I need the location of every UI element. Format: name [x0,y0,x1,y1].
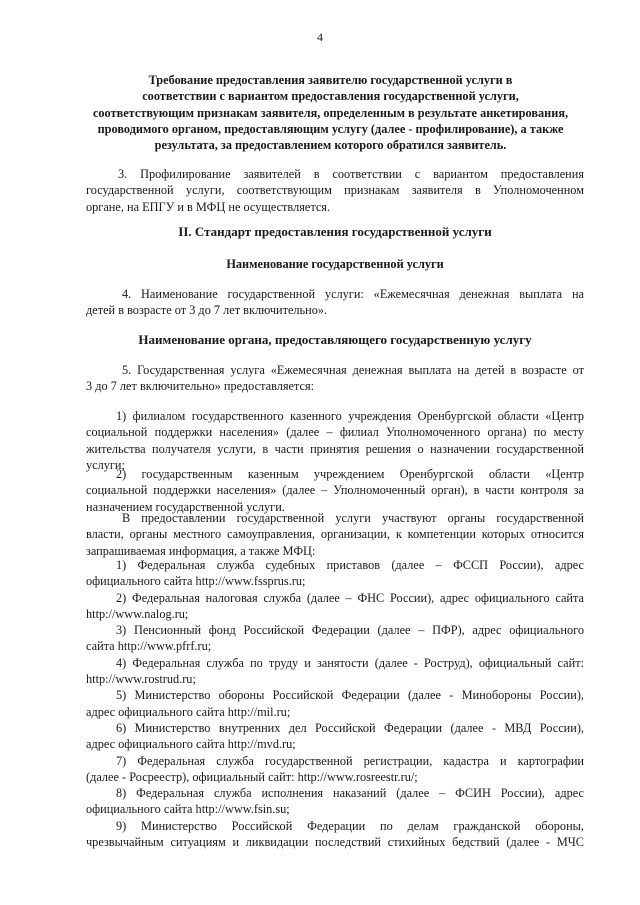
paragraph-line: органе, на ЕПГУ и в МФЦ не осуществляется. [86,199,331,214]
list-item [86,818,584,851]
list-item [86,590,584,623]
list-line: 3) Пенсионный фонд Российской Федерации (далее – ПФР), адрес официального [116,623,584,638]
paragraph-line: государственной услуги, соответствующим признакам заявителя в Уполномоченном [86,183,584,198]
requirement-heading [78,72,583,153]
paragraph-line: детей в возрасте от 3 до 7 лет включительно». [86,303,328,318]
list-line: 8) Федеральная служба исполнения наказаний (далее – ФСИН России), адрес [116,786,584,801]
paragraph-line: услуги; [86,457,125,472]
heading-line: соответствии с вариантом предоставления государственной услуги, [142,89,519,104]
list-line: адрес официального сайта http://mil.ru; [86,704,291,719]
section-heading: II. Стандарт предоставления государственной услуги [178,224,492,239]
list-line: (далее - Росреестр), официальный сайт: http://www.rosreestr.ru/; [86,769,418,784]
participants-list [86,557,584,850]
paragraph-line: запрашиваемая информация, а также МФЦ: [86,543,316,558]
paragraph-line: 3 до 7 лет включительно» предоставляется: [86,379,315,394]
list-line: 2) Федеральная налоговая служба (далее – ФНС России), адрес официального сайта [116,590,584,605]
paragraph-line: 4. Наименование государственной услуги: «Ежемесячная денежная выплата на [122,287,584,301]
list-line: официального сайта http://www.fssprus.ru; [86,574,306,589]
paragraph-line: В предоставлении государственной услуги участвуют органы государственной [122,511,584,525]
paragraph-5 [86,362,584,395]
item-2 [86,466,584,515]
paragraph-line: власти, органы местного самоуправления, организации, к компетенции которых относится [86,527,584,542]
paragraph-4 [86,286,584,319]
paragraph-line: жительства получателя услуги, в части принятия решения о назначении государственной [86,441,584,456]
list-line: чрезвычайным ситуациям и ликвидации последствий стихийных бедствий (далее - МЧС [86,835,584,850]
paragraph-line: социальной поддержки населения» (далее – Уполномоченный орган), в части контроля за [86,483,584,498]
list-line: сайта http://www.pfrf.ru; [86,639,212,654]
paragraph-3 [86,166,584,215]
participants-paragraph [86,510,584,559]
heading-line: проводимого органом, предоставляющим услугу (далее - профилирование), а также [97,121,564,136]
list-item [86,622,584,655]
list-item [86,753,584,786]
list-item [86,687,584,720]
list-line: http://www.rostrud.ru; [86,672,196,687]
list-line: 5) Министерство обороны Российской Федерации (далее - Минобороны России), [116,688,584,703]
paragraph-line: 1) филиалом государственного казенного учреждения Оренбургской области «Центр [116,409,584,423]
paragraph-line: назначением государственной услуги. [86,499,285,514]
list-line: http://www.nalog.ru; [86,606,189,621]
list-line: 4) Федеральная служба по труду и занятости (далее - Роструд), официальный сайт: [116,655,584,670]
heading-line: соответствующим признакам заявителя, определенным в результате анкетирования, [92,105,569,120]
list-line: 6) Министерство внутренних дел Российской Федерации (далее - МВД России), [116,720,584,735]
list-line: официального сайта http://www.fsin.su; [86,802,290,817]
list-item [86,720,584,753]
paragraph-line: 2) государственным казенным учреждением Оренбургской области «Центр [116,467,584,481]
list-item [86,785,584,818]
heading-line: результата, за предоставлением которого обратился заявитель. [154,138,507,153]
list-line: 1) Федеральная служба судебных приставов (далее – ФССП России), адрес [116,558,584,572]
list-line: адрес официального сайта http://mvd.ru; [86,737,296,752]
paragraph-line: 5. Государственная услуга «Ежемесячная денежная выплата на детей в возрасте от [122,363,584,377]
list-line: 9) Министерство Российской Федерации по делам гражданской обороны, [116,818,584,833]
list-item [86,655,584,688]
paragraph-line: социальной поддержки населения» (далее – филиал Уполномоченного органа) по месту [86,425,584,440]
service-name-heading: Наименование государственной услуги [226,257,444,271]
list-line: 7) Федеральная служба государственной регистрации, кадастра и картографии [116,753,584,768]
item-1 [86,408,584,473]
paragraph-line: 3. Профилирование заявителей в соответствии с вариантом предоставления [118,167,584,181]
page-number: 4 [317,30,323,44]
agency-heading: Наименование органа, предоставляющего государственную услугу [138,332,532,347]
heading-line: Требование предоставления заявителю государственной услуги в [148,73,513,87]
list-item [86,557,584,590]
